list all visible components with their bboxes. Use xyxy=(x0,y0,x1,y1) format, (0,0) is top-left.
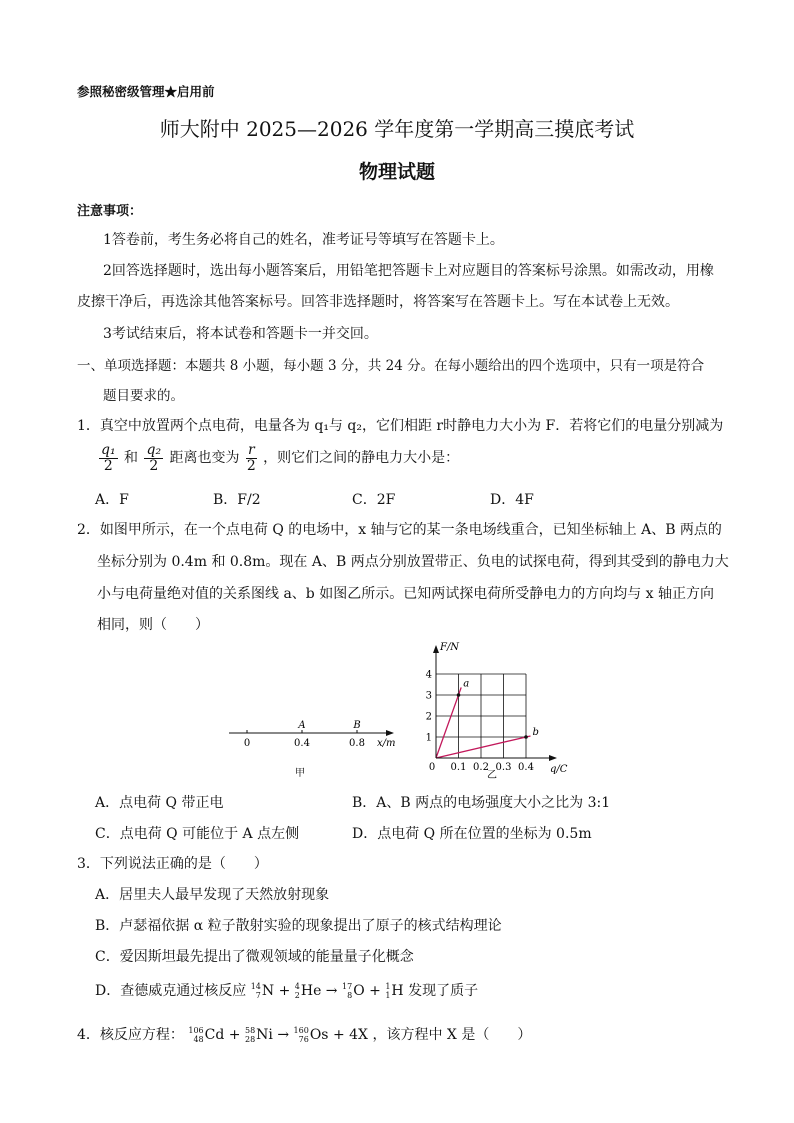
nuclear-equation-q4: 106 48 Cd + 58 28 Ni → 160 76 Os + 4X xyxy=(188,1026,373,1044)
q3-option-b[interactable]: B．卢瑟福依据 α 粒子散射实验的现象提出了原子的核式结构理论 xyxy=(95,918,502,934)
x-tick-0: 0 xyxy=(428,762,436,773)
series-label-a: a xyxy=(463,678,470,690)
q1-option-c[interactable]: C．2F xyxy=(352,492,396,508)
q2-stem-line-4: 相同，则（ ） xyxy=(97,617,209,633)
notice-item-2a: 2回答选择题时，选出每小题答案后，用铅笔把答题卡上对应题目的答案标号涂黑。如需改动，用橡 xyxy=(103,263,714,279)
q2-stem-line-2: 坐标分别为 0.4m 和 0.8m。现在 A、B 两点分别放置带正、负电的试探电荷，得到其受到的静电力大 xyxy=(97,554,729,570)
q1-option-a[interactable]: A．F xyxy=(95,492,129,508)
exam-title: 师大附中 2025—2026 学年度第一学期高三摸底考试 xyxy=(159,117,635,141)
q2-option-a[interactable]: A．点电荷 Q 带正电 xyxy=(95,795,224,811)
q1-stem-line-1: 1．真空中放置两个点电荷，电量各为 q₁与 q₂，它们相距 r时静电力大小为 F．若将它们的电量分别减为 xyxy=(77,418,724,434)
q1-fraction-3: $\frac{r}{2}$ xyxy=(246,442,256,474)
x-axis-label-q: q/C xyxy=(550,764,568,775)
notice-item-1: 1答卷前，考生务必将自己的姓名，准考证号等填写在答题卡上。 xyxy=(103,232,504,248)
label-point-a: A xyxy=(298,720,306,731)
x-tick-0.4: 0.4 xyxy=(518,762,534,773)
q2-option-d[interactable]: D．点电荷 Q 所在位置的坐标为 0.5m xyxy=(352,826,592,842)
q2-stem-line-3: 小与电荷量绝对值的关系图线 a、b 如图乙所示。已知两试探电荷所受静电力的方向均与 x 轴正方向 xyxy=(97,586,715,602)
q1-fraction-1: $\frac{\text{q₁}}{2}$ xyxy=(101,442,116,474)
y-tick-3: 3 xyxy=(425,690,432,702)
label-point-b: B xyxy=(353,720,361,731)
section-1-line-2: 题目要求的。 xyxy=(103,388,184,404)
q1-option-d[interactable]: D．4F xyxy=(490,492,534,508)
series-label-b: b xyxy=(532,726,539,738)
figure-yi-caption: 乙 xyxy=(487,770,497,780)
y-axis-label: F/N xyxy=(440,642,460,653)
figure-jia-caption: 甲 xyxy=(295,768,305,779)
q1-option-b[interactable]: B．F/2 xyxy=(213,492,261,508)
notice-heading: 注意事项： xyxy=(77,204,143,219)
subject-title: 物理试题 xyxy=(358,161,435,183)
notice-item-3: 3考试结束后，将本试卷和答题卡一并交回。 xyxy=(103,326,378,342)
x-tick-0: 0 xyxy=(243,738,251,749)
q1-stem-line-2: $\frac{\text{q₁}}{2}$ 和 $\frac{\text{q₂}}{2}$ 距离也变为 $\frac{r}{2}$ ，则它们之间的静电力大小是： xyxy=(101,442,460,474)
x-tick-0.8: 0.8 xyxy=(349,738,365,749)
q2-option-c[interactable]: C．点电荷 Q 可能位于 A 点左侧 xyxy=(95,826,300,842)
q3-option-d[interactable]: D．查德威克通过核反应 14 7 N + 4 2 He → 17 8 O + 1 1 H 发现了质子 xyxy=(95,982,479,1000)
x-tick-0.2: 0.2 xyxy=(473,762,489,773)
x-tick-0.4: 0.4 xyxy=(294,738,310,749)
q4-stem: 4．核反应方程： 106 48 Cd + 58 28 Ni → 160 76 Os + 4X ，该方程中 X 是（ ） xyxy=(77,1026,532,1044)
q3-stem: 3．下列说法正确的是（ ） xyxy=(77,856,268,872)
series-line-b xyxy=(436,736,531,758)
q3-option-c[interactable]: C．爱因斯坦最先提出了微观领域的能量量子化概念 xyxy=(95,949,414,965)
x-axis-label: x/m xyxy=(377,738,396,749)
notice-item-2b: 皮擦干净后，再选涂其他答案标号。回答非选择题时，将答案写在答题卡上。写在本试卷上无效。 xyxy=(77,294,679,310)
series-point-b xyxy=(524,735,528,739)
x-tick-0.3: 0.3 xyxy=(495,762,512,773)
series-line-a xyxy=(436,687,461,758)
figure-jia-x-axis xyxy=(225,716,405,786)
q3-option-a[interactable]: A．居里夫人最早发现了天然放射现象 xyxy=(95,887,330,903)
q2-stem-line-1: 2．如图甲所示，在一个点电荷 Q 的电场中，x 轴与它的某一条电场线重合，已知坐标轴上 A、B 两点的 xyxy=(77,522,722,538)
series-point-a xyxy=(457,693,461,697)
x-tick-0.1: 0.1 xyxy=(450,762,467,773)
y-tick-1: 1 xyxy=(425,732,432,744)
secret-level-label: 参照秘密级管理★启用前 xyxy=(77,84,215,99)
figure-yi-chart xyxy=(420,640,570,780)
nuclear-equation-q3: 14 7 N + 4 2 He → 17 8 O + 1 1 H xyxy=(250,982,404,1000)
q1-fraction-2: $\frac{\text{q₂}}{2}$ xyxy=(146,442,162,474)
section-1-line-1: 一、单项选择题：本题共 8 小题，每小题 3 分，共 24 分。在每小题给出的四个选项中，只有一项是符合 xyxy=(77,358,705,374)
y-tick-2: 2 xyxy=(425,711,432,723)
q2-option-b[interactable]: B．A、B 两点的电场强度大小之比为 3:1 xyxy=(352,795,611,811)
y-tick-4: 4 xyxy=(425,669,432,681)
